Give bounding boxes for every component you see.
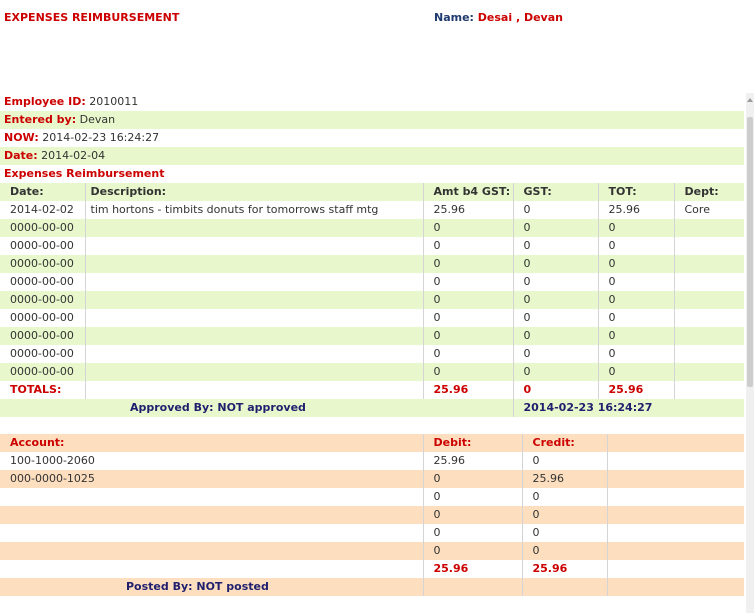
ledger-debit: 25.96 <box>423 452 522 470</box>
ledger-total-debit: 25.96 <box>423 560 522 578</box>
ledger-row <box>0 488 744 506</box>
expense-row <box>0 363 744 381</box>
expense-row <box>0 345 744 363</box>
approved-by: Approved By: NOT approved <box>0 399 513 417</box>
expense-date: 0000-00-00 <box>0 345 85 363</box>
col-dept: Dept: <box>674 183 744 201</box>
expense-row <box>0 291 744 309</box>
expense-amt: 0 <box>423 363 513 381</box>
expense-dept <box>674 273 744 291</box>
expense-amt: 0 <box>423 273 513 291</box>
expense-amt: 0 <box>423 237 513 255</box>
ledger-account: 000-0000-1025 <box>0 470 423 488</box>
ledger-row <box>0 506 744 524</box>
expense-description <box>85 327 423 345</box>
expense-description <box>85 255 423 273</box>
expense-row <box>0 327 744 345</box>
expense-gst: 0 <box>513 237 598 255</box>
approved-time: 2014-02-23 16:24:27 <box>513 399 744 417</box>
date-label: Date: <box>4 149 38 162</box>
ledger-account <box>0 542 423 560</box>
employee-id-label: Employee ID: <box>4 95 86 108</box>
expense-description <box>85 345 423 363</box>
expense-description: tim hortons - timbits donuts for tomorrows staff mtg <box>85 201 423 219</box>
expense-gst: 0 <box>513 309 598 327</box>
posted-row <box>0 578 744 596</box>
date-value: 2014-02-04 <box>41 149 106 162</box>
ledger-debit: 0 <box>423 470 522 488</box>
ledger-totals-row <box>0 560 744 578</box>
expense-amt: 0 <box>423 309 513 327</box>
expense-tot: 0 <box>598 255 674 273</box>
expense-tot: 0 <box>598 273 674 291</box>
totals-label: TOTALS: <box>0 381 85 399</box>
expense-description <box>85 291 423 309</box>
expense-description <box>85 273 423 291</box>
employee-id-value: 2010011 <box>89 95 139 108</box>
expenses-table <box>0 183 744 417</box>
expense-amt: 0 <box>423 291 513 309</box>
page-title: EXPENSES REIMBURSEMENT <box>4 11 180 24</box>
expense-tot: 0 <box>598 237 674 255</box>
col-account: Account: <box>0 434 423 452</box>
ledger-debit: 0 <box>423 524 522 542</box>
expense-dept <box>674 237 744 255</box>
expense-amt: 25.96 <box>423 201 513 219</box>
expense-row <box>0 255 744 273</box>
entered-by-value: Devan <box>79 113 116 126</box>
col-amt-b4-gst: Amt b4 GST: <box>423 183 513 201</box>
expense-description <box>85 237 423 255</box>
ledger-debit: 0 <box>423 506 522 524</box>
expense-gst: 0 <box>513 363 598 381</box>
ledger-credit: 0 <box>522 488 607 506</box>
expense-tot: 0 <box>598 327 674 345</box>
expenses-header-row <box>0 183 744 201</box>
scroll-up-arrow-icon[interactable] <box>746 93 754 107</box>
ledger-row <box>0 542 744 560</box>
ledger-table <box>0 434 744 596</box>
ledger-row <box>0 524 744 542</box>
ledger-credit: 25.96 <box>522 470 607 488</box>
col-description: Description: <box>85 183 423 201</box>
report-content <box>0 93 744 603</box>
expense-amt: 0 <box>423 219 513 237</box>
vertical-scrollbar[interactable] <box>746 93 754 613</box>
expense-date: 0000-00-00 <box>0 363 85 381</box>
ledger-debit: 0 <box>423 488 522 506</box>
expense-dept <box>674 219 744 237</box>
name-label: Name: <box>434 11 474 24</box>
expense-tot: 0 <box>598 291 674 309</box>
ledger-debit: 0 <box>423 542 522 560</box>
header-bar <box>0 0 754 90</box>
expense-row <box>0 219 744 237</box>
ledger-account <box>0 488 423 506</box>
expense-row <box>0 273 744 291</box>
expense-amt: 0 <box>423 345 513 363</box>
ledger-credit: 0 <box>522 506 607 524</box>
ledger-total-credit: 25.96 <box>522 560 607 578</box>
expense-dept <box>674 309 744 327</box>
col-date: Date: <box>0 183 85 201</box>
expense-gst: 0 <box>513 255 598 273</box>
ledger-row <box>0 452 744 470</box>
scroll-thumb[interactable] <box>747 117 753 387</box>
section-spacer <box>0 417 744 434</box>
expense-date: 0000-00-00 <box>0 273 85 291</box>
total-gst: 0 <box>513 381 598 399</box>
expense-date: 0000-00-00 <box>0 237 85 255</box>
expense-date: 0000-00-00 <box>0 219 85 237</box>
expense-tot: 0 <box>598 345 674 363</box>
expense-dept <box>674 327 744 345</box>
ledger-header-row <box>0 434 744 452</box>
total-tot: 25.96 <box>598 381 674 399</box>
expense-dept <box>674 345 744 363</box>
expense-tot: 0 <box>598 309 674 327</box>
expense-gst: 0 <box>513 201 598 219</box>
expense-gst: 0 <box>513 327 598 345</box>
now-row <box>0 129 744 147</box>
expense-amt: 0 <box>423 255 513 273</box>
entered-by-label: Entered by: <box>4 113 77 126</box>
expense-date: 0000-00-00 <box>0 255 85 273</box>
expense-date: 2014-02-02 <box>0 201 85 219</box>
expense-date: 0000-00-00 <box>0 291 85 309</box>
ledger-account <box>0 506 423 524</box>
now-label: NOW: <box>4 131 39 144</box>
expense-description <box>85 363 423 381</box>
ledger-row <box>0 470 744 488</box>
expense-tot: 0 <box>598 363 674 381</box>
posted-by: Posted By: NOT posted <box>0 578 423 596</box>
expense-date: 0000-00-00 <box>0 327 85 345</box>
ledger-credit: 0 <box>522 524 607 542</box>
expense-description <box>85 219 423 237</box>
expense-gst: 0 <box>513 345 598 363</box>
expense-dept: Core <box>674 201 744 219</box>
report-frame <box>0 93 754 613</box>
expense-gst: 0 <box>513 219 598 237</box>
col-credit: Credit: <box>522 434 607 452</box>
col-gst: GST: <box>513 183 598 201</box>
expense-row <box>0 309 744 327</box>
expense-dept <box>674 363 744 381</box>
expense-tot: 25.96 <box>598 201 674 219</box>
approval-row <box>0 399 744 417</box>
ledger-credit: 0 <box>522 452 607 470</box>
expense-tot: 0 <box>598 219 674 237</box>
entered-by-row <box>0 111 744 129</box>
expense-row <box>0 201 744 219</box>
expense-row <box>0 237 744 255</box>
ledger-credit: 0 <box>522 542 607 560</box>
employee-name <box>434 11 563 24</box>
total-amt: 25.96 <box>423 381 513 399</box>
ledger-account: 100-1000-2060 <box>0 452 423 470</box>
expense-description <box>85 309 423 327</box>
totals-row <box>0 381 744 399</box>
expense-dept <box>674 255 744 273</box>
expense-dept <box>674 291 744 309</box>
section-title-row <box>0 165 744 183</box>
name-value: Desai , Devan <box>477 11 563 24</box>
employee-id-row <box>0 93 744 111</box>
expense-gst: 0 <box>513 273 598 291</box>
section-title: Expenses Reimbursement <box>4 167 165 180</box>
col-tot: TOT: <box>598 183 674 201</box>
date-row <box>0 147 744 165</box>
col-debit: Debit: <box>423 434 522 452</box>
ledger-account <box>0 524 423 542</box>
expense-amt: 0 <box>423 327 513 345</box>
expense-date: 0000-00-00 <box>0 309 85 327</box>
now-value: 2014-02-23 16:24:27 <box>42 131 160 144</box>
expense-gst: 0 <box>513 291 598 309</box>
